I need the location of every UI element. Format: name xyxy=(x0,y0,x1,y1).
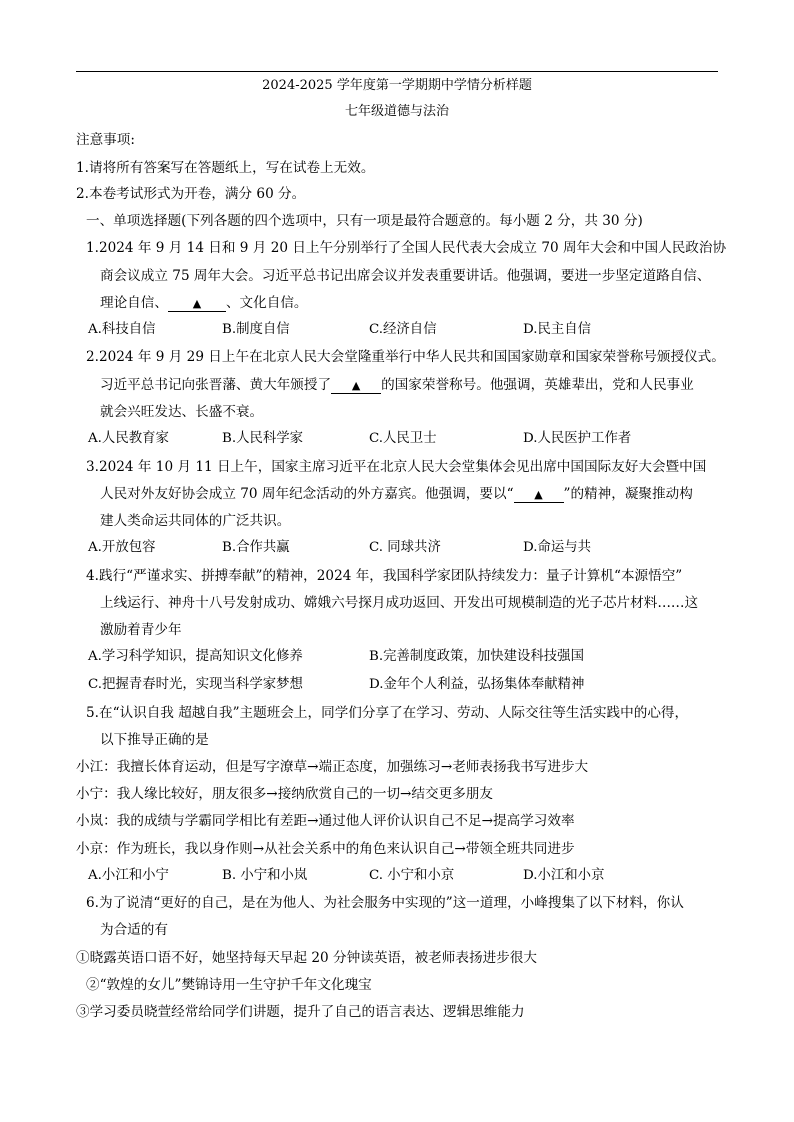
option-a: A.人民教育家 xyxy=(88,431,169,446)
exam-subject: 七年级道德与法治 xyxy=(344,104,449,119)
option-c: C.经济自信 xyxy=(369,322,437,337)
section-heading: 一、单项选择题(下列各题的四个选项中，只有一项是最符合题意的。每小题 2 分，共 30 分) xyxy=(86,213,643,229)
answer-blank: ▲ xyxy=(514,487,564,503)
option-c: C. 同球共济 xyxy=(369,540,441,555)
option-d: D.命运与共 xyxy=(523,540,592,555)
exam-title: 2024-2025 学年度第一学期期中学情分析样题 xyxy=(262,78,532,93)
question-5-text: 5.在“认识自我 超越自我”主题班会上，同学们分享了在学习、劳动、人际交往等生活实践中的心得， xyxy=(86,705,689,721)
option-c: C.人民卫士 xyxy=(369,431,437,446)
note-item: 1.请将所有答案写在答题纸上，写在试卷上无效。 xyxy=(76,160,375,176)
option-a: A.开放包容 xyxy=(88,540,156,555)
option-b: B.合作共赢 xyxy=(222,540,290,555)
option-a: A.学习科学知识，提高知识文化修养 xyxy=(88,649,303,664)
question-4-text: 4.践行“严谨求实、拼搏奉献”的精神，2024 年，我国科学家团队持续发力：量子计算机“本源悟空” xyxy=(86,568,683,584)
material-item: ①晓露英语口语不好，她坚持每天早起 20 分钟读英语，被老师表扬进步很大 xyxy=(76,950,537,966)
option-b: B. 小宁和小岚 xyxy=(222,868,308,883)
statement: 小江：我擅长体育运动，但是写字潦草→端正态度，加强练习→老师表扬我书写进步大 xyxy=(76,759,589,775)
option-a: A.小江和小宁 xyxy=(88,868,169,883)
option-b: B.完善制度政策，加快建设科技强国 xyxy=(369,649,584,664)
question-1-text: 1.2024 年 9 月 14 日和 9 月 20 日上午分别举行了全国人民代表大会成立 70 周年大会和中国人民政治协 xyxy=(86,240,727,256)
question-1-text: 理论自信、 ▲ 、文化自信。 xyxy=(100,295,308,311)
question-1-text: 商会议成立 75 周年大会。习近平总书记出席会议并发表重要讲话。他强调，要进一步坚定道路自信、 xyxy=(100,268,711,284)
statement: 小岚：我的成绩与学霸同学相比有差距→通过他人评价认识自己不足→提高学习效率 xyxy=(76,813,575,829)
question-3-text: 人民对外友好协会成立 70 周年纪念活动的外方嘉宾。他强调，要以“ ▲ ”的精神，凝聚推动构 xyxy=(100,486,693,502)
question-2-text: 2.2024 年 9 月 29 日上午在北京人民大会堂隆重举行中华人民共和国国家勋章和国家荣誉称号颁授仪式。 xyxy=(86,349,725,365)
question-2-text: 习近平总书记向张晋藩、黄大年颁授了 ▲ 的国家荣誉称号。他强调，英雄辈出，党和人民事业 xyxy=(100,377,694,393)
option-a: A.科技自信 xyxy=(88,322,156,337)
option-c: C. 小宁和小京 xyxy=(369,868,455,883)
question-4-text: 激励着青少年 xyxy=(100,622,182,638)
question-3-text: 3.2024 年 10 月 11 日上午，国家主席习近平在北京人民大会堂集体会见出席中国国际友好大会暨中国 xyxy=(86,459,707,475)
answer-blank: ▲ xyxy=(331,378,381,394)
question-4-text: 上线运行、神舟十八号发射成功、嫦娥六号探月成功返回、开发出可规模制造的光子芯片材料……这 xyxy=(100,595,699,611)
option-c: C.把握青春时光，实现当科学家梦想 xyxy=(88,677,303,692)
question-2-text: 就会兴旺发达、长盛不衰。 xyxy=(100,404,264,420)
material-item: ②“敦煌的女儿”樊锦诗用一生守护千年文化瑰宝 xyxy=(86,977,372,993)
statement: 小宁：我人缘比较好，朋友很多→接纳欣赏自己的一切→结交更多朋友 xyxy=(76,786,493,802)
question-3-text: 建人类命运共同体的广泛共识。 xyxy=(100,513,291,529)
option-b: B.人民科学家 xyxy=(222,431,304,446)
question-6-text: 为合适的有 xyxy=(100,922,168,938)
option-d: D.人民医护工作者 xyxy=(523,431,632,446)
option-d: D.小江和小京 xyxy=(523,868,605,883)
notes-heading: 注意事项: xyxy=(76,132,135,148)
statement: 小京：作为班长，我以身作则→从社会关系中的角色来认识自己→带领全班共同进步 xyxy=(76,841,575,857)
option-d: D.金年个人利益，弘扬集体奉献精神 xyxy=(369,677,585,692)
material-item: ③学习委员晓萱经常给同学们讲题，提升了自己的语言表达、逻辑思维能力 xyxy=(76,1004,525,1020)
header-rule xyxy=(76,71,718,72)
option-d: D.民主自信 xyxy=(523,322,592,337)
note-item: 2.本卷考试形式为开卷，满分 60 分。 xyxy=(76,186,306,202)
answer-blank: ▲ xyxy=(168,296,226,312)
question-5-text: 以下推导正确的是 xyxy=(100,732,209,748)
question-6-text: 6.为了说清“更好的自己，是在为他人、为社会服务中实现的”这一道理，小峰搜集了以下材料，你认 xyxy=(86,895,684,911)
option-b: B.制度自信 xyxy=(222,322,290,337)
